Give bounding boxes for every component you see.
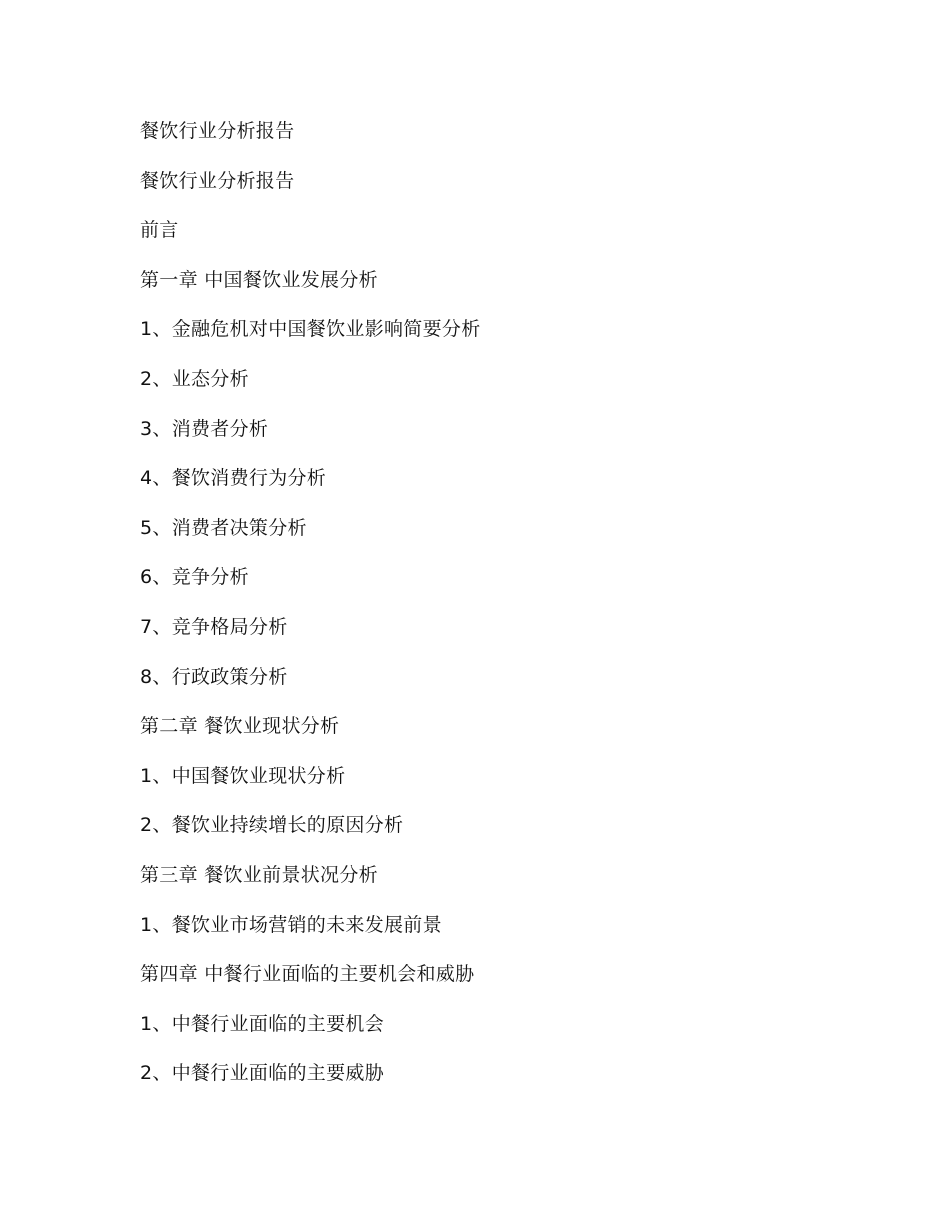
chapter-2-item-2: 2、餐饮业持续增长的原因分析 [140, 814, 404, 837]
chapter-3-heading: 第三章 餐饮业前景状况分析 [140, 863, 378, 886]
chapter-1-item-8: 8、行政政策分析 [140, 665, 288, 688]
chapter-1-item-2: 2、业态分析 [140, 367, 249, 390]
chapter-1-heading: 第一章 中国餐饮业发展分析 [140, 268, 378, 291]
chapter-1-item-3: 3、消费者分析 [140, 417, 269, 440]
chapter-4-item-1: 1、中餐行业面临的主要机会 [140, 1012, 384, 1035]
chapter-1-item-5: 5、消费者决策分析 [140, 516, 307, 539]
chapter-2-heading: 第二章 餐饮业现状分析 [140, 715, 340, 738]
document-title: 餐饮行业分析报告 [140, 120, 295, 142]
chapter-4-item-2: 2、中餐行业面临的主要威胁 [140, 1062, 384, 1085]
chapter-2-item-1: 1、中国餐饮业现状分析 [140, 764, 346, 787]
chapter-1-item-7: 7、竞争格局分析 [140, 615, 288, 638]
document-subtitle: 餐饮行业分析报告 [140, 169, 295, 192]
chapter-4-heading: 第四章 中餐行业面临的主要机会和威胁 [140, 963, 475, 986]
chapter-1-item-4: 4、餐饮消费行为分析 [140, 467, 327, 490]
chapter-1-item-1: 1、金融危机对中国餐饮业影响简要分析 [140, 318, 481, 341]
table-of-contents [140, 117, 481, 1109]
chapter-3-item-1: 1、餐饮业市场营销的未来发展前景 [140, 913, 442, 936]
preface-heading: 前言 [140, 219, 179, 242]
chapter-1-item-6: 6、竞争分析 [140, 566, 249, 589]
